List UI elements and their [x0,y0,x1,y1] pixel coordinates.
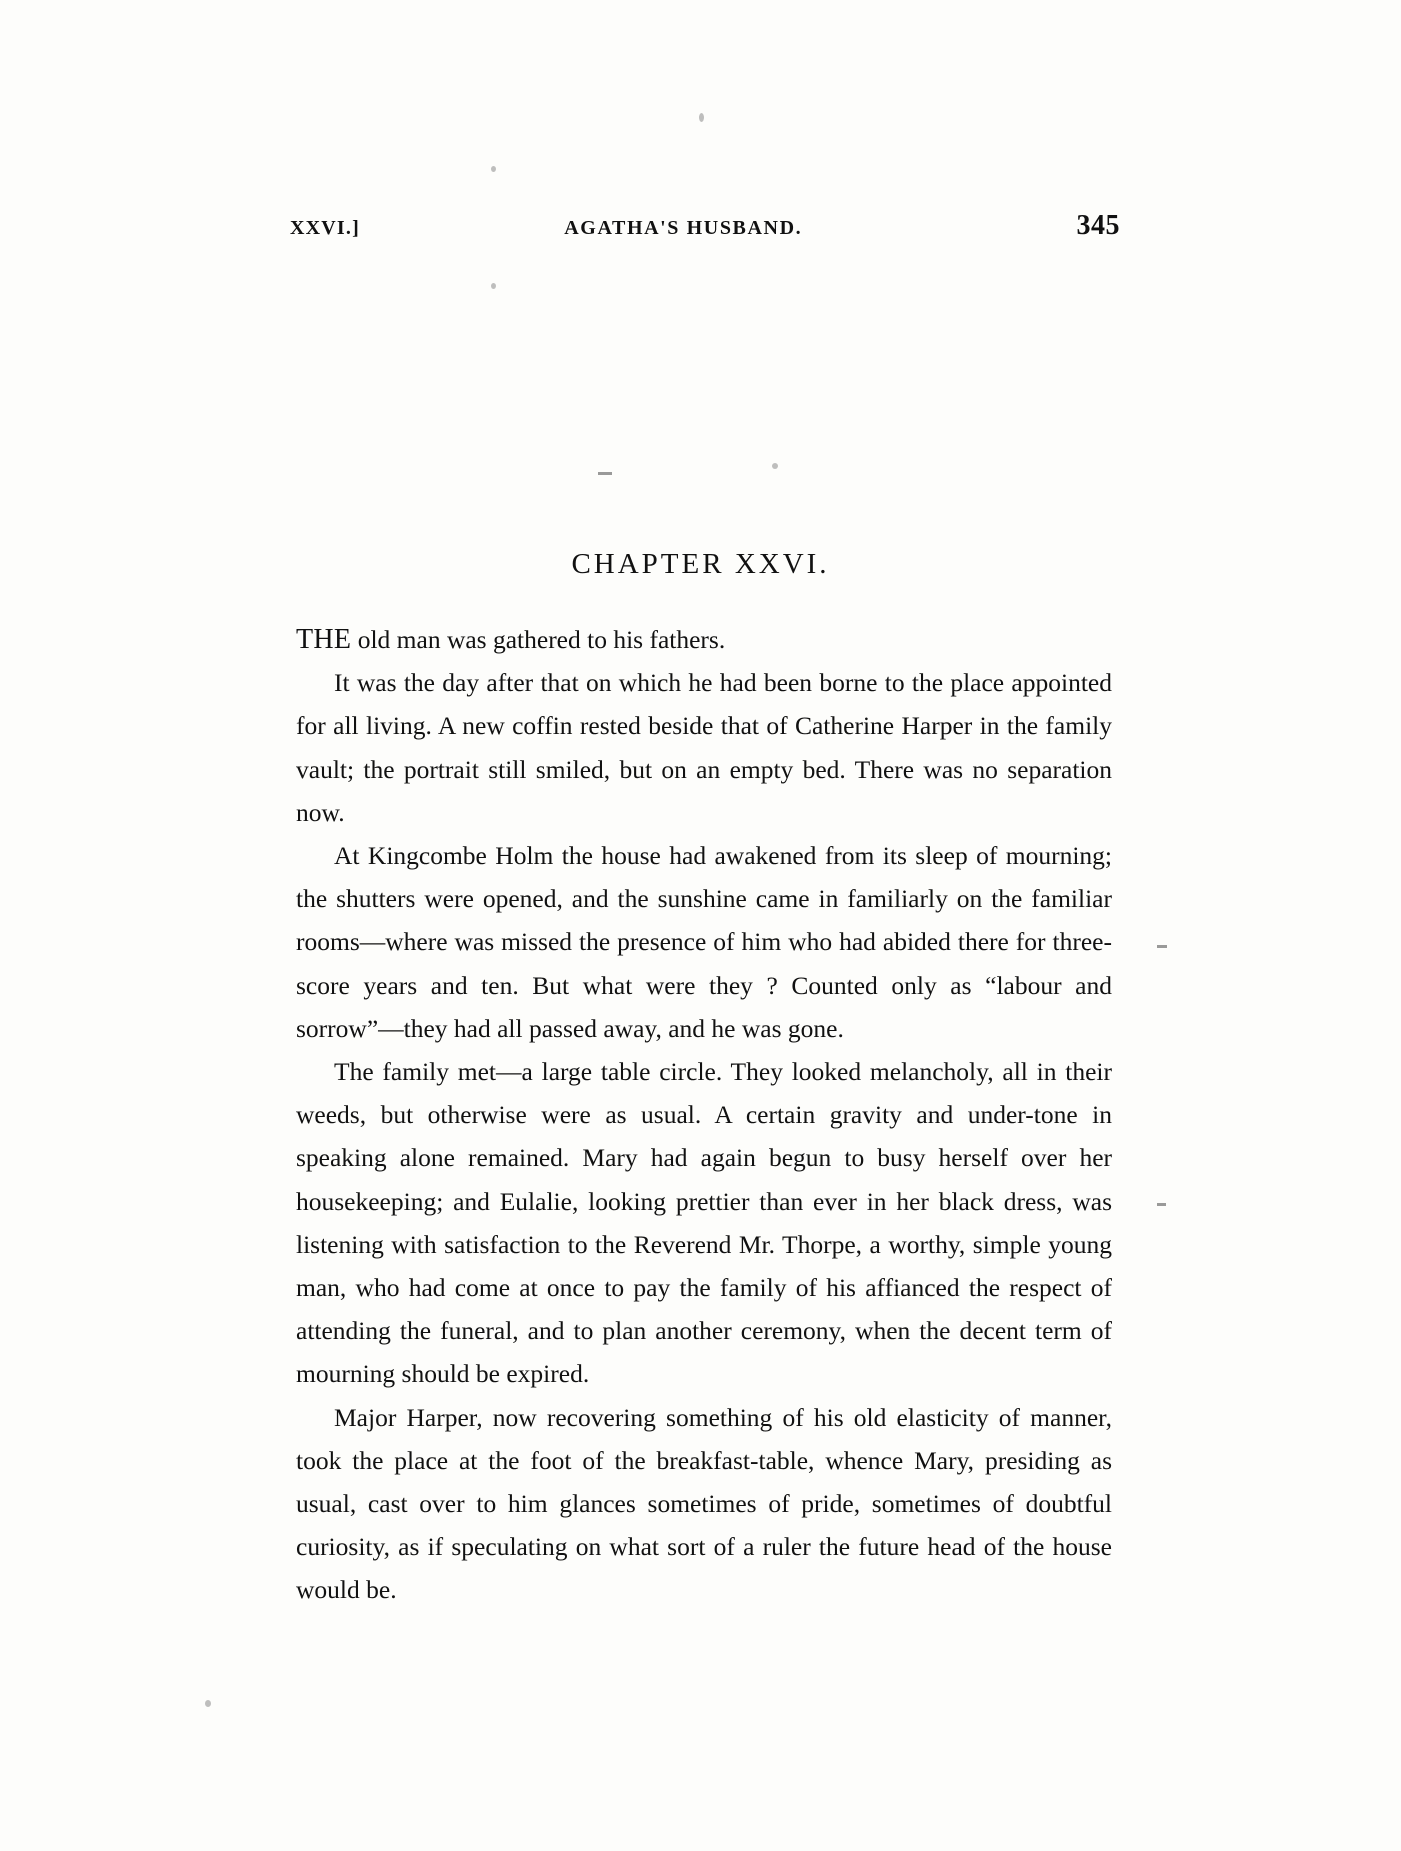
scan-speck [772,463,778,469]
paragraph-text: At Kingcombe Holm the house had awakened from its sleep of mourning; the shutters were opened, and the sunshine came in familiarly on the familiar rooms—where was missed the presence of him who had abided there for three-score years and ten. But what were they ? Counted only as “labour and sorrow”—they had all passed away, and he was gone. [296,841,1112,1043]
paragraph-text: old man was gathered to his fathers. [351,625,726,654]
paragraph-text: Major Harper, now recovering something of his old elasticity of manner, took the place at the foot of the breakfast-table, whence Mary, presiding as usual, cast over to him glances sometimes of pride, sometimes of doubtful curiosity, as if speculating on what sort of a ruler the future head of the house would be. [296,1402,1112,1605]
paragraph-text: It was the day after that on which he had been borne to the place appointed for all living. A new coffin rested beside that of Catherine Harper in the family vault; the portrait still smiled, but on an empty bed. There was no separation now. [296,668,1112,827]
paragraph [296,1050,1112,1396]
paragraph [296,661,1112,834]
paragraph [296,834,1112,1050]
body-text [296,618,1112,1612]
running-head-title: AGATHA'S HUSBAND. [564,217,803,239]
paragraph-lead-smallcaps: THE [296,624,352,655]
running-head [290,210,1120,244]
paragraph [296,618,1112,661]
page-number: 345 [1076,210,1120,241]
scan-dash [598,472,612,475]
scan-dash [1157,1203,1166,1206]
running-head-chapter-marker: XXVI.] [290,217,360,239]
scan-speck [205,1700,211,1707]
chapter-heading: CHAPTER XXVI. [571,548,830,580]
scan-dash [1157,945,1167,948]
scan-speck [491,283,496,289]
paragraph [296,1396,1112,1612]
paragraph-text: The family met—a large table circle. They looked melancholy, all in their weeds, but otherwise were as usual. A certain gravity and under-tone in speaking alone remained. Mary had again begun to busy herself over her housekeeping; and Eulalie, looking prettier than ever in her black dress, was listening with satisfaction to the Reverend Mr. Thorpe, a worthy, simple young man, who had come at once to pay the family of his affianced the respect of attending the funeral, and to plan another ceremony, when the decent term of mourning should be expired. [296,1057,1112,1389]
scan-speck [491,166,496,172]
scan-speck [699,113,704,122]
